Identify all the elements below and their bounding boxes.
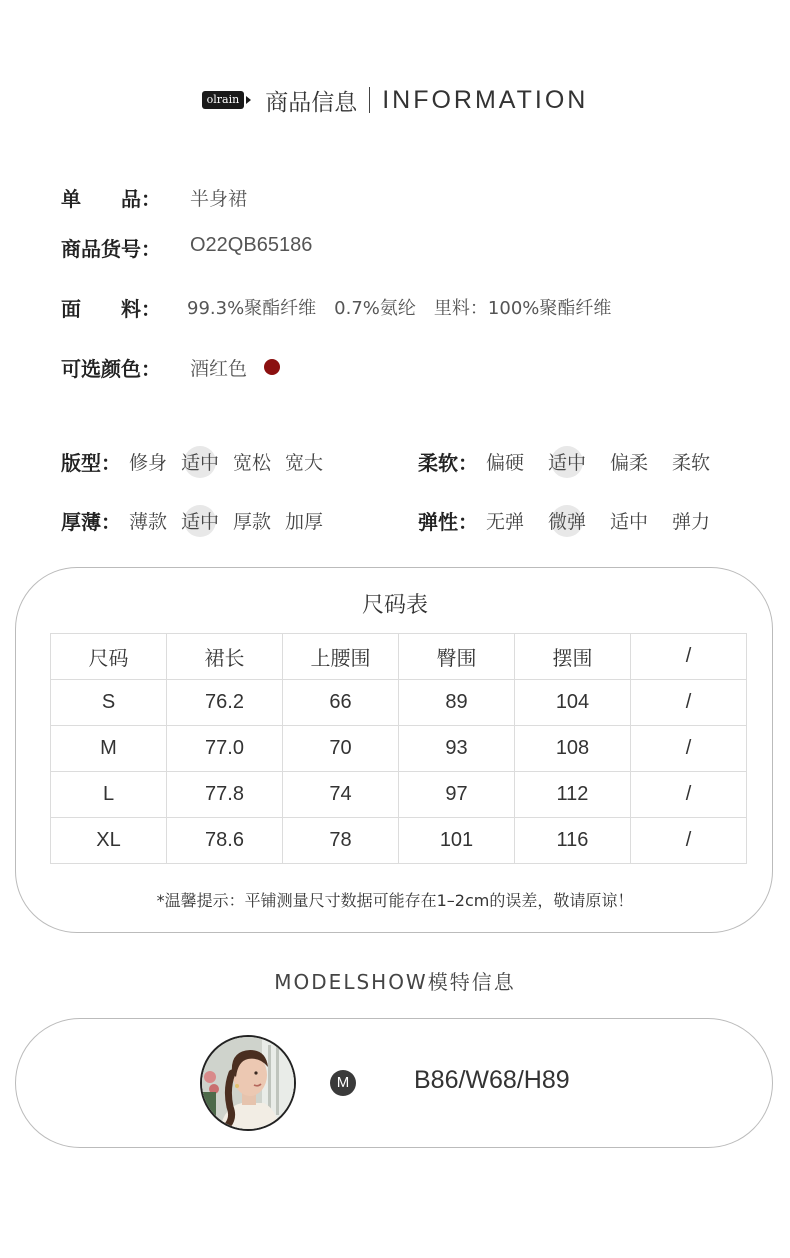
model-avatar (200, 1035, 296, 1131)
title-en: INFORMATION (382, 85, 589, 114)
table-cell: 77.8 (167, 772, 283, 818)
attr-softness-option: 柔软 (672, 452, 711, 474)
attr-fit-option: 修身 (129, 452, 168, 474)
table-header-row (51, 634, 747, 680)
attr-elasticity-label: 弹性： (418, 510, 478, 534)
table-cell: 77.0 (167, 726, 283, 772)
attr-fit (61, 447, 333, 476)
title-cn: 商品信息 (265, 89, 358, 116)
attr-elasticity-option-selected: 微弹 (544, 507, 590, 534)
attr-thickness-label: 厚薄： (61, 510, 121, 534)
attr-fit-option-selected: 适中 (177, 448, 223, 475)
table-cell: 108 (515, 726, 631, 772)
table-row (51, 680, 747, 726)
brand-logo (202, 91, 252, 109)
fabric-value: 99.3%聚酯纤维 0.7%氨纶 里料：100%聚酯纤维 (187, 298, 612, 319)
attr-softness-option-selected: 适中 (544, 448, 590, 475)
table-cell: 76.2 (167, 680, 283, 726)
table-cell: M (51, 726, 167, 772)
model-size-badge: M (330, 1070, 356, 1096)
model-section-title: MODELSHOW模特信息 (274, 970, 516, 994)
table-cell: 74 (283, 772, 399, 818)
size-chart-title: 尺码表 (361, 593, 428, 618)
table-header-cell: 摆围 (515, 634, 631, 680)
table-cell: 66 (283, 680, 399, 726)
color-swatch (264, 359, 280, 375)
sku-value: O22QB65186 (190, 234, 313, 256)
model-measurements: B86/W68/H89 (414, 1066, 570, 1094)
table-cell: 116 (515, 818, 631, 864)
table-cell: 97 (399, 772, 515, 818)
table-cell: 70 (283, 726, 399, 772)
attr-thickness-option-selected: 适中 (177, 507, 223, 534)
table-row (51, 726, 747, 772)
color-value: 酒红色 (190, 358, 248, 380)
product-value: 半身裙 (190, 188, 248, 210)
attr-softness (418, 447, 720, 476)
measurement-note: *温馨提示：平铺测量尺寸数据可能存在1–2cm的误差，敬请原谅！ (156, 891, 634, 910)
table-cell: 78 (283, 818, 399, 864)
table-cell: 104 (515, 680, 631, 726)
table-cell: L (51, 772, 167, 818)
table-cell: 112 (515, 772, 631, 818)
size-table (50, 633, 747, 864)
attr-fit-option: 宽大 (285, 452, 324, 474)
table-row (51, 818, 747, 864)
table-cell: / (631, 772, 747, 818)
model-portrait-image (202, 1037, 294, 1129)
page-header (0, 80, 790, 120)
attr-elasticity (418, 506, 720, 535)
attr-thickness-option: 加厚 (285, 511, 324, 533)
table-cell: S (51, 680, 167, 726)
table-cell: / (631, 818, 747, 864)
table-cell: 78.6 (167, 818, 283, 864)
model-card (15, 1018, 773, 1148)
table-cell: XL (51, 818, 167, 864)
attr-thickness-option: 厚款 (233, 511, 272, 533)
table-header-cell: 臀围 (399, 634, 515, 680)
sku-label: 商品货号： (61, 237, 161, 261)
title-divider (369, 87, 370, 113)
logo-text: olrain (202, 91, 245, 109)
table-cell: 101 (399, 818, 515, 864)
attr-elasticity-option: 弹力 (672, 511, 711, 533)
table-header-cell: 上腰围 (283, 634, 399, 680)
table-header-cell: 裙长 (167, 634, 283, 680)
attr-thickness-option: 薄款 (129, 511, 168, 533)
play-icon (246, 96, 251, 104)
attr-fit-label: 版型： (61, 451, 121, 475)
attr-fit-option: 宽松 (233, 452, 272, 474)
attr-elasticity-option: 无弹 (486, 511, 525, 533)
attr-softness-option: 偏硬 (486, 452, 525, 474)
table-cell: / (631, 726, 747, 772)
color-label: 可选颜色： (61, 357, 161, 381)
product-label: 单 品： (61, 187, 161, 211)
fabric-label: 面 料： (61, 297, 161, 321)
attr-thickness (61, 506, 333, 535)
table-header-cell: / (631, 634, 747, 680)
table-row (51, 772, 747, 818)
attr-elasticity-option: 适中 (610, 511, 649, 533)
table-cell: 93 (399, 726, 515, 772)
attr-softness-option: 偏柔 (610, 452, 649, 474)
table-cell: / (631, 680, 747, 726)
attr-softness-label: 柔软： (418, 451, 478, 475)
table-cell: 89 (399, 680, 515, 726)
table-header-cell: 尺码 (51, 634, 167, 680)
